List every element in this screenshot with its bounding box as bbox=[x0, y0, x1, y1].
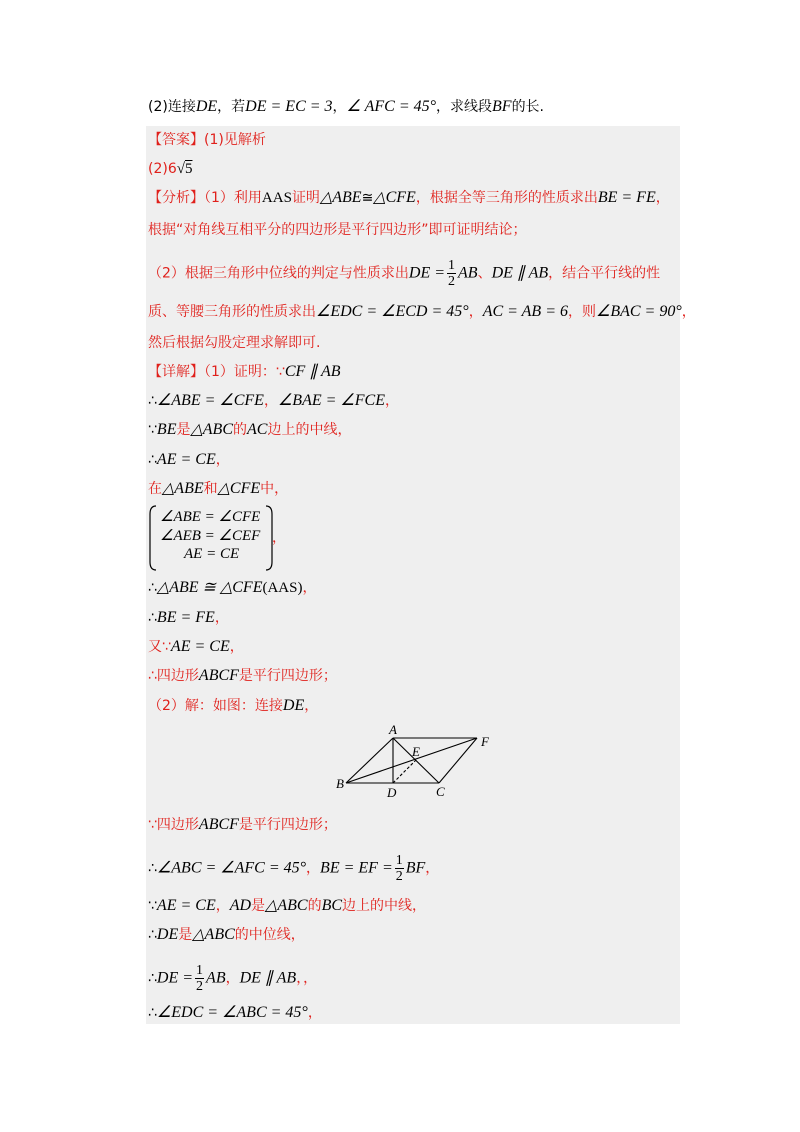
system-comma bbox=[272, 528, 286, 548]
analysis-line-5 bbox=[148, 333, 320, 353]
math-segment: BC bbox=[321, 897, 343, 914]
analysis-line-4 bbox=[148, 302, 696, 322]
analysis-text: 证明 bbox=[291, 190, 320, 206]
detail-line-9 bbox=[148, 637, 244, 657]
detail-text: 的 bbox=[307, 898, 322, 914]
analysis-label: 【分析】 bbox=[148, 190, 204, 206]
detail-line-1 bbox=[148, 362, 341, 382]
detail-text: 和 bbox=[203, 481, 218, 497]
math-segment: AB bbox=[458, 264, 478, 282]
detail-line-7 bbox=[148, 578, 316, 598]
because-symbol: ∵ bbox=[148, 898, 157, 914]
math-segment: DE bbox=[195, 98, 218, 115]
math-triangle: △ABC bbox=[192, 926, 235, 943]
analysis-text: ，则 bbox=[567, 304, 596, 320]
detail-text: （2）解：如图：连接 bbox=[148, 698, 283, 714]
punctuation: ， bbox=[263, 393, 278, 409]
detail-line-16 bbox=[148, 963, 317, 994]
punctuation: ， bbox=[332, 99, 347, 115]
detail-line-13 bbox=[148, 853, 439, 884]
punctuation: ， bbox=[307, 1005, 322, 1021]
system-row: ∠ABE = ∠CFE bbox=[160, 509, 261, 525]
math-triangle: △ABC bbox=[190, 421, 233, 438]
therefore-symbol: ∴ bbox=[148, 927, 157, 943]
detail-text: 是 bbox=[176, 422, 191, 438]
math-equation: ∠EDC = ∠ABC = 45° bbox=[156, 1004, 308, 1021]
math-parallel: DE ∥ AB bbox=[491, 264, 549, 282]
detail-line-17 bbox=[148, 1003, 322, 1023]
math-triangle: △CFE bbox=[373, 189, 416, 206]
fraction-numerator: 1 bbox=[448, 258, 456, 273]
question-text: (2)连接 bbox=[148, 99, 196, 115]
answer-label: 【答案】 bbox=[148, 132, 204, 148]
fraction bbox=[395, 853, 404, 884]
point-label-B: B bbox=[336, 776, 344, 791]
math-equation: ∠ABC = ∠AFC = 45° bbox=[156, 859, 307, 877]
math-parallel: CF ∥ AB bbox=[284, 363, 341, 380]
therefore-symbol: ∴ bbox=[148, 860, 157, 877]
system-row: ∠AEB = ∠CEF bbox=[160, 527, 261, 544]
fraction-denominator: 2 bbox=[395, 869, 403, 884]
parallelogram-figure bbox=[330, 722, 500, 800]
fraction-numerator: 1 bbox=[196, 963, 204, 978]
math-congruence: △ABE ≅ △CFE bbox=[156, 579, 263, 596]
analysis-text: ，根据全等三角形的性质求出 bbox=[415, 190, 598, 206]
detail-text: 在 bbox=[148, 481, 162, 497]
punctuation: ， bbox=[229, 639, 244, 655]
point-label-A: A bbox=[389, 722, 397, 737]
punctuation: ， bbox=[225, 970, 240, 987]
math-equation: DE = bbox=[408, 264, 446, 282]
therefore-symbol: ∴ bbox=[148, 610, 157, 626]
segment-AB bbox=[346, 738, 393, 783]
detail-line-14 bbox=[148, 896, 426, 916]
fraction bbox=[447, 258, 456, 289]
detail-text: 边上的中线， bbox=[267, 422, 352, 438]
analysis-text: 根据“对角线互相平分的四边形是平行四边形”即可证明结论； bbox=[148, 222, 527, 238]
therefore-symbol: ∴ bbox=[148, 452, 157, 468]
math-segment: DE bbox=[156, 926, 179, 943]
math-quadrilateral: ABCF bbox=[198, 667, 239, 684]
detail-text: 是平行四边形； bbox=[238, 668, 337, 684]
detail-text: 边上的中线， bbox=[342, 898, 427, 914]
punctuation: ， bbox=[468, 304, 483, 320]
detail-line-11 bbox=[148, 696, 318, 716]
punctuation: ， bbox=[214, 610, 229, 626]
detail-text: ∴四边形 bbox=[148, 668, 199, 684]
detail-text: 是 bbox=[251, 898, 266, 914]
math-segment: BF bbox=[492, 98, 512, 115]
math-equation: DE = EC = 3 bbox=[245, 98, 333, 115]
detail-text: 是 bbox=[178, 927, 193, 943]
detail-text: 的中位线， bbox=[234, 927, 305, 943]
math-equation: AC = AB = 6 bbox=[482, 303, 568, 320]
math-equation: AE = CE bbox=[156, 451, 216, 468]
detail-text: 的 bbox=[233, 422, 247, 438]
punctuation: ，， bbox=[296, 970, 318, 987]
answer-part2: (2)6 bbox=[148, 161, 177, 177]
punctuation: ， bbox=[215, 898, 230, 914]
math-segment: AD bbox=[229, 897, 252, 914]
math-segment: DE bbox=[282, 697, 305, 714]
detail-line-15 bbox=[148, 925, 305, 945]
because-symbol: ∵ bbox=[148, 422, 157, 438]
answer-line-1 bbox=[148, 130, 266, 150]
detail-line-2 bbox=[148, 391, 399, 411]
detail-line-4 bbox=[148, 450, 230, 470]
math-equation: ∠ABE = ∠CFE bbox=[156, 392, 264, 409]
answer-line-2 bbox=[148, 159, 192, 179]
punctuation: ， bbox=[304, 698, 319, 714]
detail-line-10 bbox=[148, 666, 337, 686]
math-equation: BE = FE bbox=[156, 609, 215, 626]
math-equation: AE = CE bbox=[156, 897, 216, 914]
math-equation: AE = CE bbox=[170, 638, 230, 655]
point-label-F: F bbox=[481, 734, 489, 749]
math-segment: BF bbox=[405, 859, 426, 877]
punctuation: 、 bbox=[477, 265, 492, 282]
question-line bbox=[148, 97, 544, 117]
math-quadrilateral: ABCF bbox=[198, 816, 239, 833]
fraction bbox=[195, 963, 204, 994]
therefore-symbol: ∴ bbox=[148, 580, 157, 596]
punctuation: ， bbox=[306, 860, 321, 877]
math-triangle: △ABE bbox=[162, 480, 204, 497]
math-segment: BE bbox=[156, 421, 177, 438]
detail-label: 【详解】 bbox=[148, 364, 204, 380]
punctuation: ， bbox=[425, 860, 440, 877]
detail-line-8 bbox=[148, 608, 229, 628]
math-abbrev: AAS bbox=[261, 190, 292, 206]
punctuation: ， bbox=[272, 530, 286, 546]
point-label-C: C bbox=[436, 784, 445, 799]
fraction-numerator: 1 bbox=[395, 853, 403, 868]
answer-part1: (1)见解析 bbox=[204, 132, 266, 148]
detail-line-5 bbox=[148, 479, 288, 499]
equation-system bbox=[160, 508, 260, 564]
detail-text: ∵四边形 bbox=[148, 817, 199, 833]
math-abbrev: (AAS) bbox=[262, 580, 303, 596]
math-equation: BE = FE bbox=[597, 189, 656, 206]
math-parallel: DE ∥ AB bbox=[239, 969, 297, 987]
math-equation: ∠BAC = 90° bbox=[595, 303, 682, 320]
math-segment: AB bbox=[206, 969, 226, 987]
question-text: 的长. bbox=[511, 99, 545, 115]
analysis-text: （1）利用 bbox=[204, 190, 262, 206]
point-label-E: E bbox=[412, 744, 420, 759]
math-equation: ∠BAE = ∠FCE bbox=[277, 392, 385, 409]
math-equation: ∠EDC = ∠ECD = 45° bbox=[316, 303, 469, 320]
analysis-text: 然后根据勾股定理求解即可. bbox=[148, 335, 321, 351]
math-triangle: △CFE bbox=[217, 480, 261, 497]
math-triangle: △ABE bbox=[319, 189, 362, 206]
analysis-line-2 bbox=[148, 220, 527, 240]
analysis-text: （2）根据三角形中位线的判定与性质求出 bbox=[148, 265, 409, 282]
detail-line-3 bbox=[148, 420, 351, 440]
point-label-D: D bbox=[387, 785, 397, 800]
analysis-line-1 bbox=[148, 188, 670, 208]
punctuation: ， bbox=[655, 190, 670, 206]
math-segment: AC bbox=[247, 421, 268, 438]
detail-text: （1）证明：∵ bbox=[204, 364, 285, 380]
detail-line-12 bbox=[148, 815, 337, 835]
system-row: AE = CE bbox=[184, 546, 240, 562]
radicand: 5 bbox=[184, 161, 193, 177]
analysis-text: ，结合平行线的性 bbox=[548, 265, 661, 282]
fraction-denominator: 2 bbox=[196, 979, 204, 994]
congruence-symbol: ≅ bbox=[361, 190, 374, 206]
detail-text: 是平行四边形； bbox=[238, 817, 337, 833]
math-triangle: △ABC bbox=[265, 897, 308, 914]
therefore-symbol: ∴ bbox=[148, 970, 157, 987]
math-equation: ∠ AFC = 45° bbox=[346, 98, 437, 115]
therefore-symbol: ∴ bbox=[148, 1005, 157, 1021]
detail-text: 又∵ bbox=[148, 639, 171, 655]
analysis-text: 质、等腰三角形的性质求出 bbox=[148, 304, 316, 320]
detail-text: 中， bbox=[260, 481, 289, 497]
punctuation: ， bbox=[302, 580, 317, 596]
punctuation: ， bbox=[681, 304, 696, 320]
question-text: ，若 bbox=[217, 99, 246, 115]
punctuation: ， bbox=[215, 452, 230, 468]
therefore-symbol: ∴ bbox=[148, 393, 157, 409]
fraction-denominator: 2 bbox=[448, 274, 456, 289]
radical-sign: √5 bbox=[176, 161, 193, 177]
punctuation: ， bbox=[384, 393, 399, 409]
analysis-line-3 bbox=[148, 258, 660, 289]
question-text: ，求线段 bbox=[436, 99, 493, 115]
math-equation: DE = bbox=[156, 969, 194, 987]
math-equation: BE = EF = bbox=[320, 859, 393, 877]
